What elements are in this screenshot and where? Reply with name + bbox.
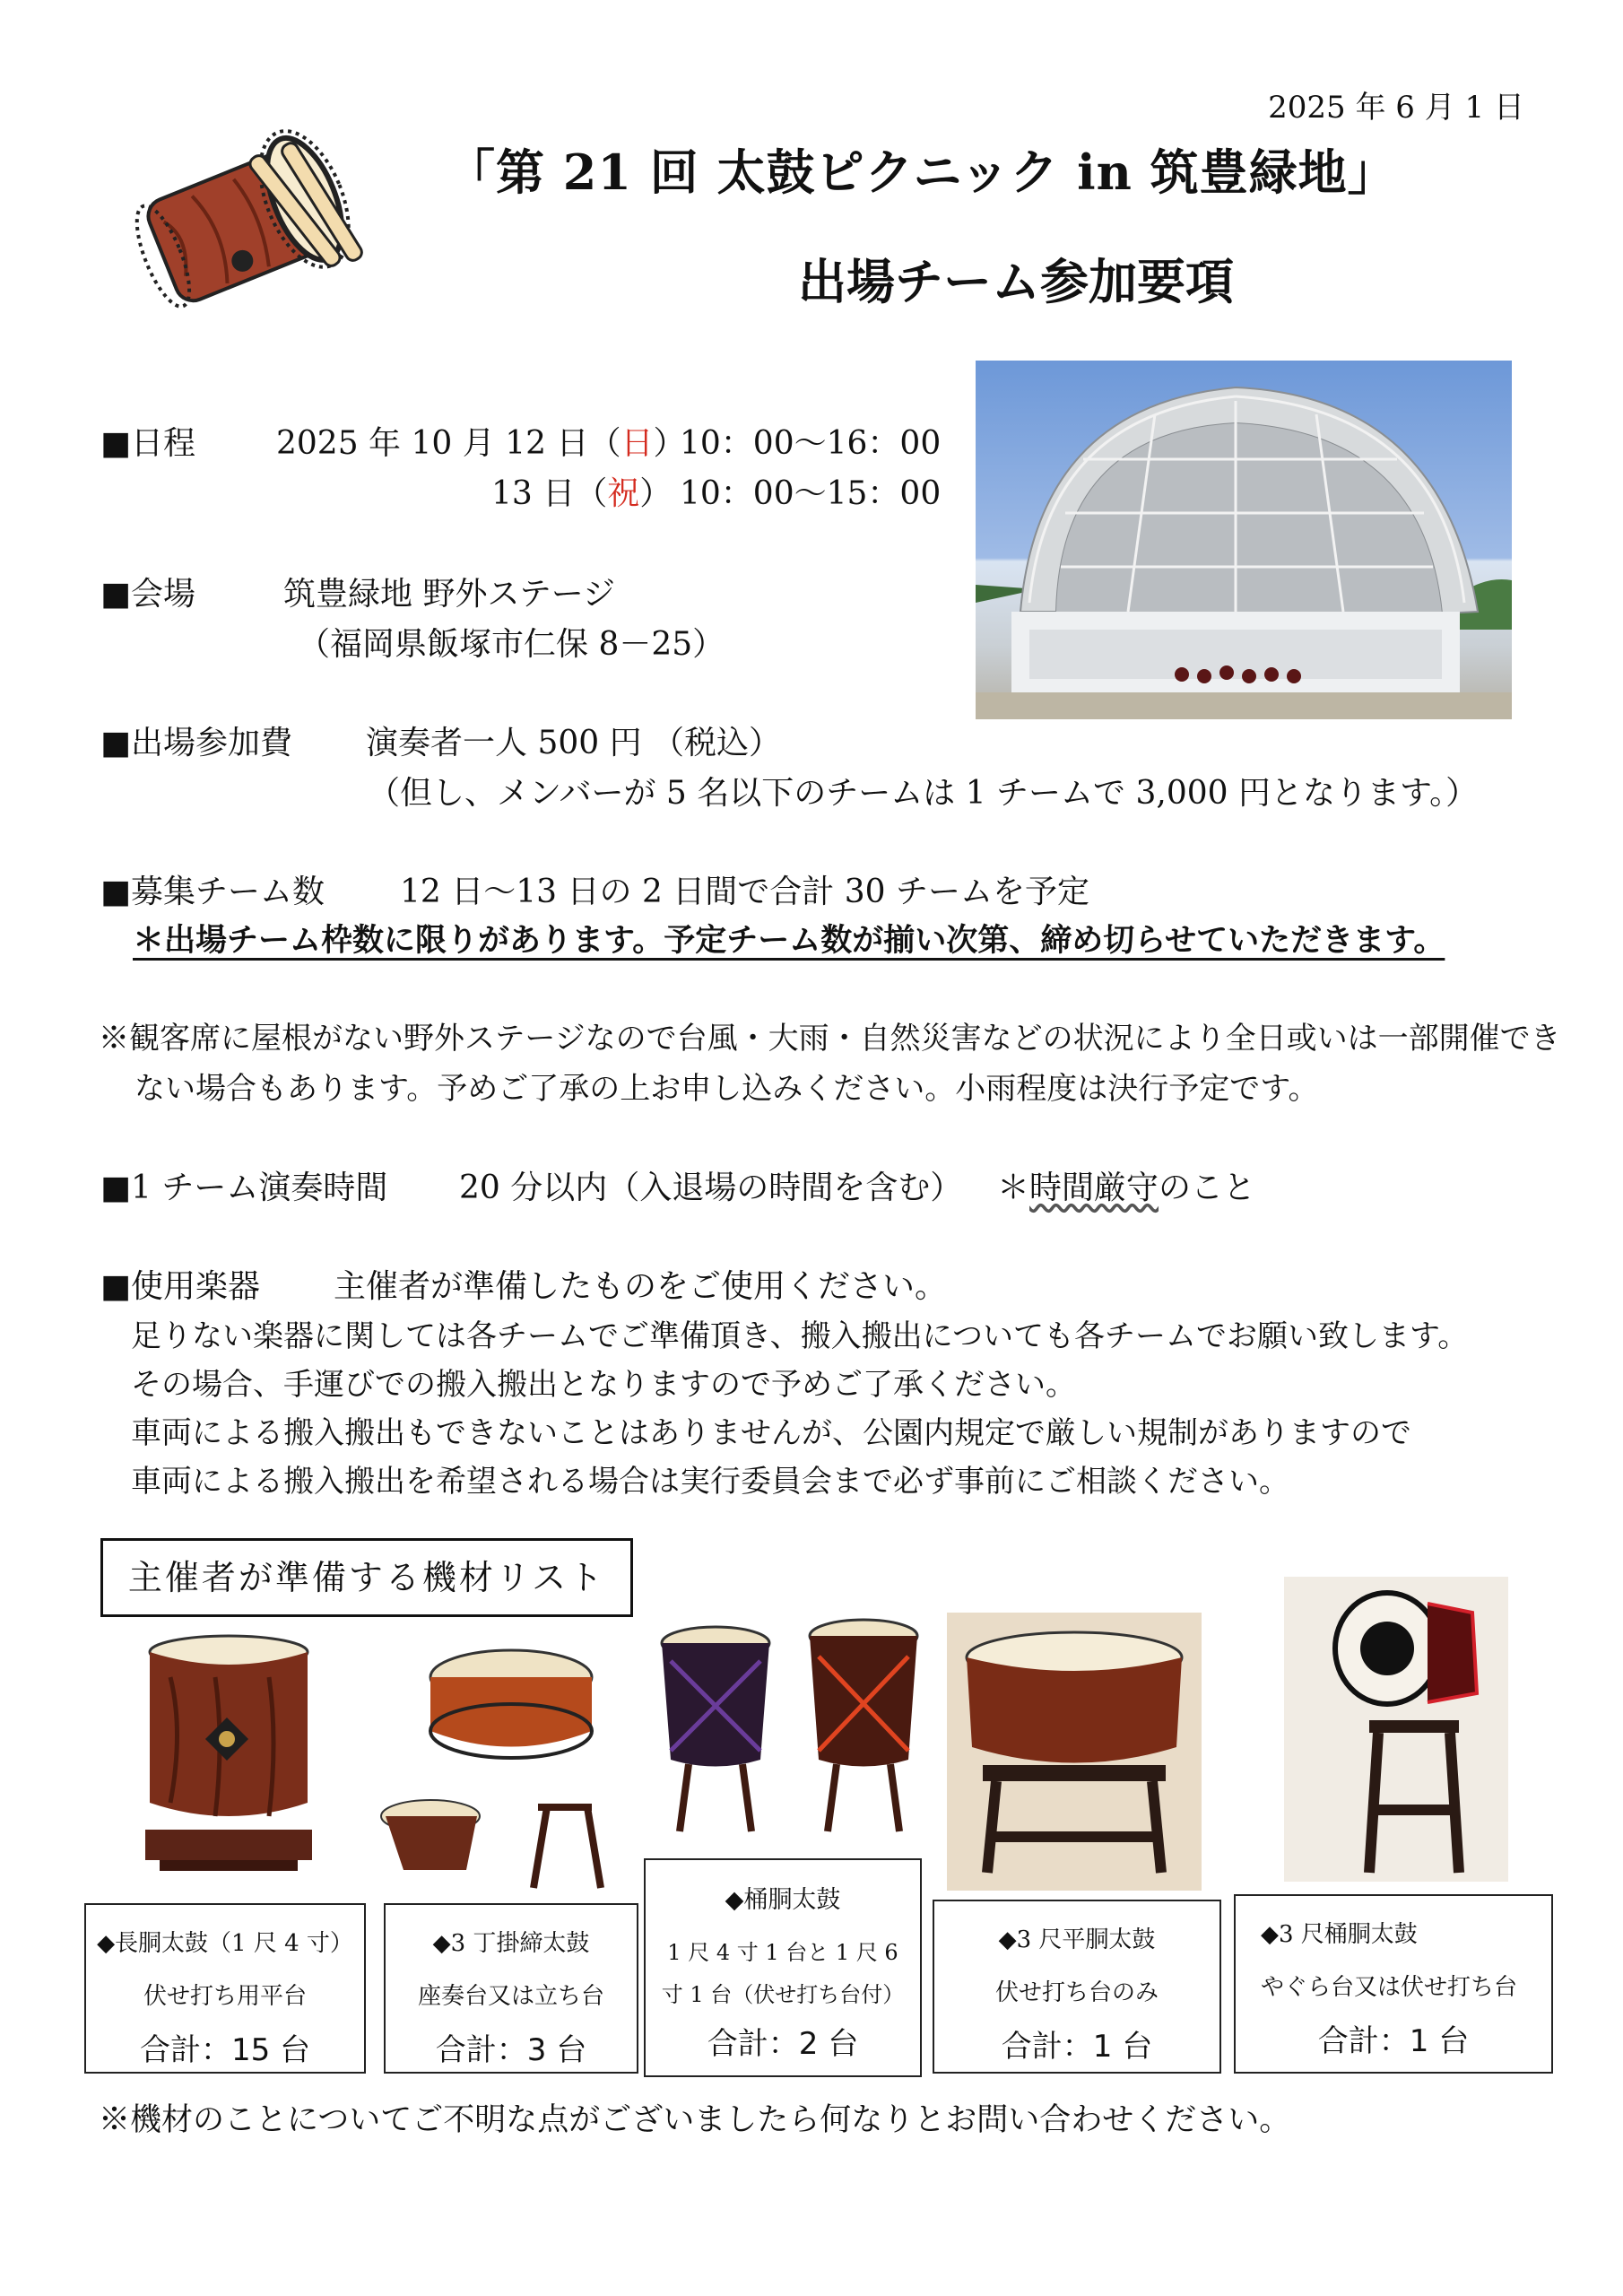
schedule-day2-weekday: 祝: [607, 475, 640, 512]
weather-note-line1: ※観客席に屋根がない野外ステージなので台風・大雨・自然災害などの状況により全日或いは一部開催でき: [99, 1021, 1561, 1057]
equipment-card: [384, 1903, 638, 2074]
recruit-label: ■募集チーム数: [100, 874, 325, 910]
instruments-line: 車両による搬入搬出もできないことはありませんが、公園内規定で厳しい規制がありますので: [131, 1415, 1411, 1451]
equipment-detail: やぐら台又は伏せ打ち台: [1261, 1974, 1518, 2001]
equipment-card: [84, 1903, 366, 2074]
okedo-3shaku-taiko-photo: [1284, 1577, 1508, 1882]
venue-address: （福岡県飯塚市仁保 8－25）: [298, 626, 725, 663]
schedule-day1-date: 2025 年 10 月 12 日（: [276, 425, 621, 462]
equipment-name: ◆3 尺桶胴太鼓: [1261, 1921, 1418, 1948]
instruments-value: 主催者が準備したものをご使用ください。: [334, 1268, 948, 1305]
equipment-detail: 1 尺 4 寸 1 台と 1 尺 6: [667, 1940, 898, 1965]
equipment-name: ◆3 丁掛締太鼓: [432, 1930, 590, 1957]
performance-note-mark: ＊: [997, 1170, 1030, 1206]
taiko-drum-illustration: [108, 108, 404, 332]
document-date: 2025 年 6 月 1 日: [1268, 90, 1524, 126]
equipment-detail: 伏せ打ち台のみ: [994, 1979, 1159, 2006]
schedule-day1-close: ）: [653, 425, 686, 462]
schedule-day1-weekday: 日: [621, 425, 654, 462]
equipment-card: [1234, 1894, 1553, 2074]
performance-label: ■1 チーム演奏時間: [100, 1170, 388, 1206]
performance-note: [997, 1168, 1255, 1210]
venue-name: 筑豊緑地 野外ステージ: [283, 576, 616, 613]
equipment-card: [644, 1858, 922, 2077]
equipment-detail: 伏せ打ち用平台: [143, 1983, 307, 2010]
fee-value: 演奏者一人 500 円 （税込）: [366, 725, 782, 761]
equipment-name: ◆3 尺平胴太鼓: [998, 1926, 1156, 1953]
equipment-list-heading: 主催者が準備する機材リスト: [100, 1538, 633, 1617]
schedule-label: ■日程: [100, 425, 196, 462]
instruments-label: ■使用楽器: [100, 1268, 261, 1305]
equipment-footer-note: ※機材のことについてご不明な点がございましたら何なりとお問い合わせください。: [99, 2102, 1291, 2138]
equipment-card: [933, 1900, 1221, 2074]
hiradou-taiko-photo: [947, 1613, 1202, 1891]
page-subtitle: 出場チーム参加要項: [798, 253, 1234, 310]
performance-note-emphasis: 時間厳守: [1029, 1170, 1159, 1206]
equipment-total: 合計：2 台: [707, 2026, 859, 2062]
equipment-total: 合計：15 台: [139, 2032, 311, 2068]
recruit-warning: ＊出場チーム枠数に限りがあります。予定チーム数が揃い次第、締め切らせていただきます。: [133, 922, 1445, 959]
equipment-total: 合計：3 台: [435, 2032, 587, 2068]
schedule-day1: [276, 423, 685, 465]
schedule-day2-close: ）: [639, 475, 673, 512]
equipment-name: ◆長胴太鼓（1 尺 4 寸）: [97, 1930, 353, 1957]
schedule-day1-time: 10：00～16：00: [680, 425, 942, 462]
performance-value: 20 分以内（入退場の時間を含む）: [459, 1170, 963, 1206]
equipment-name: ◆桶胴太鼓: [725, 1886, 841, 1914]
page-title: 「第 21 回 太鼓ピクニック in 筑豊緑地」: [447, 144, 1397, 201]
weather-note-line2: ない場合もあります。予めご了承の上お申し込みください。小雨程度は決行予定です。: [135, 1071, 1319, 1107]
equipment-total: 合計：1 台: [1001, 2029, 1153, 2065]
outdoor-stage-photo: [976, 361, 1512, 719]
performance-note-tail: のこと: [1159, 1170, 1256, 1206]
equipment-detail: 寸 1 台（伏せ打ち台付）: [661, 1982, 905, 2007]
instruments-line: 車両による搬入搬出を希望される場合は実行委員会まで必ず事前にご相談ください。: [131, 1464, 1289, 1500]
instruments-line: 足りない楽器に関しては各チームでご準備頂き、搬入搬出についても各チームでお願い致します。: [131, 1318, 1469, 1354]
equipment-total: 合計：1 台: [1317, 2023, 1470, 2059]
venue-label: ■会場: [100, 576, 196, 613]
recruit-value: 12 日～13 日の 2 日間で合計 30 チームを予定: [400, 874, 1089, 910]
schedule-day2-date: 13 日（: [491, 475, 608, 512]
fee-note: （但し、メンバーが 5 名以下のチームは 1 チームで 3,000 円となります。）: [368, 775, 1479, 812]
shime-daiko-photo: [377, 1637, 610, 1897]
schedule-day2-time: 10：00～15：00: [680, 475, 942, 512]
nagado-taiko-photo: [135, 1623, 323, 1874]
equipment-detail: 座奏台又は立ち台: [417, 1983, 604, 2010]
schedule-day2: [491, 474, 672, 516]
okedo-taiko-photo: [644, 1616, 940, 1840]
instruments-line: その場合、手運びでの搬入搬出となりますので予めご了承ください。: [131, 1367, 1076, 1403]
fee-label: ■出場参加費: [100, 725, 293, 761]
